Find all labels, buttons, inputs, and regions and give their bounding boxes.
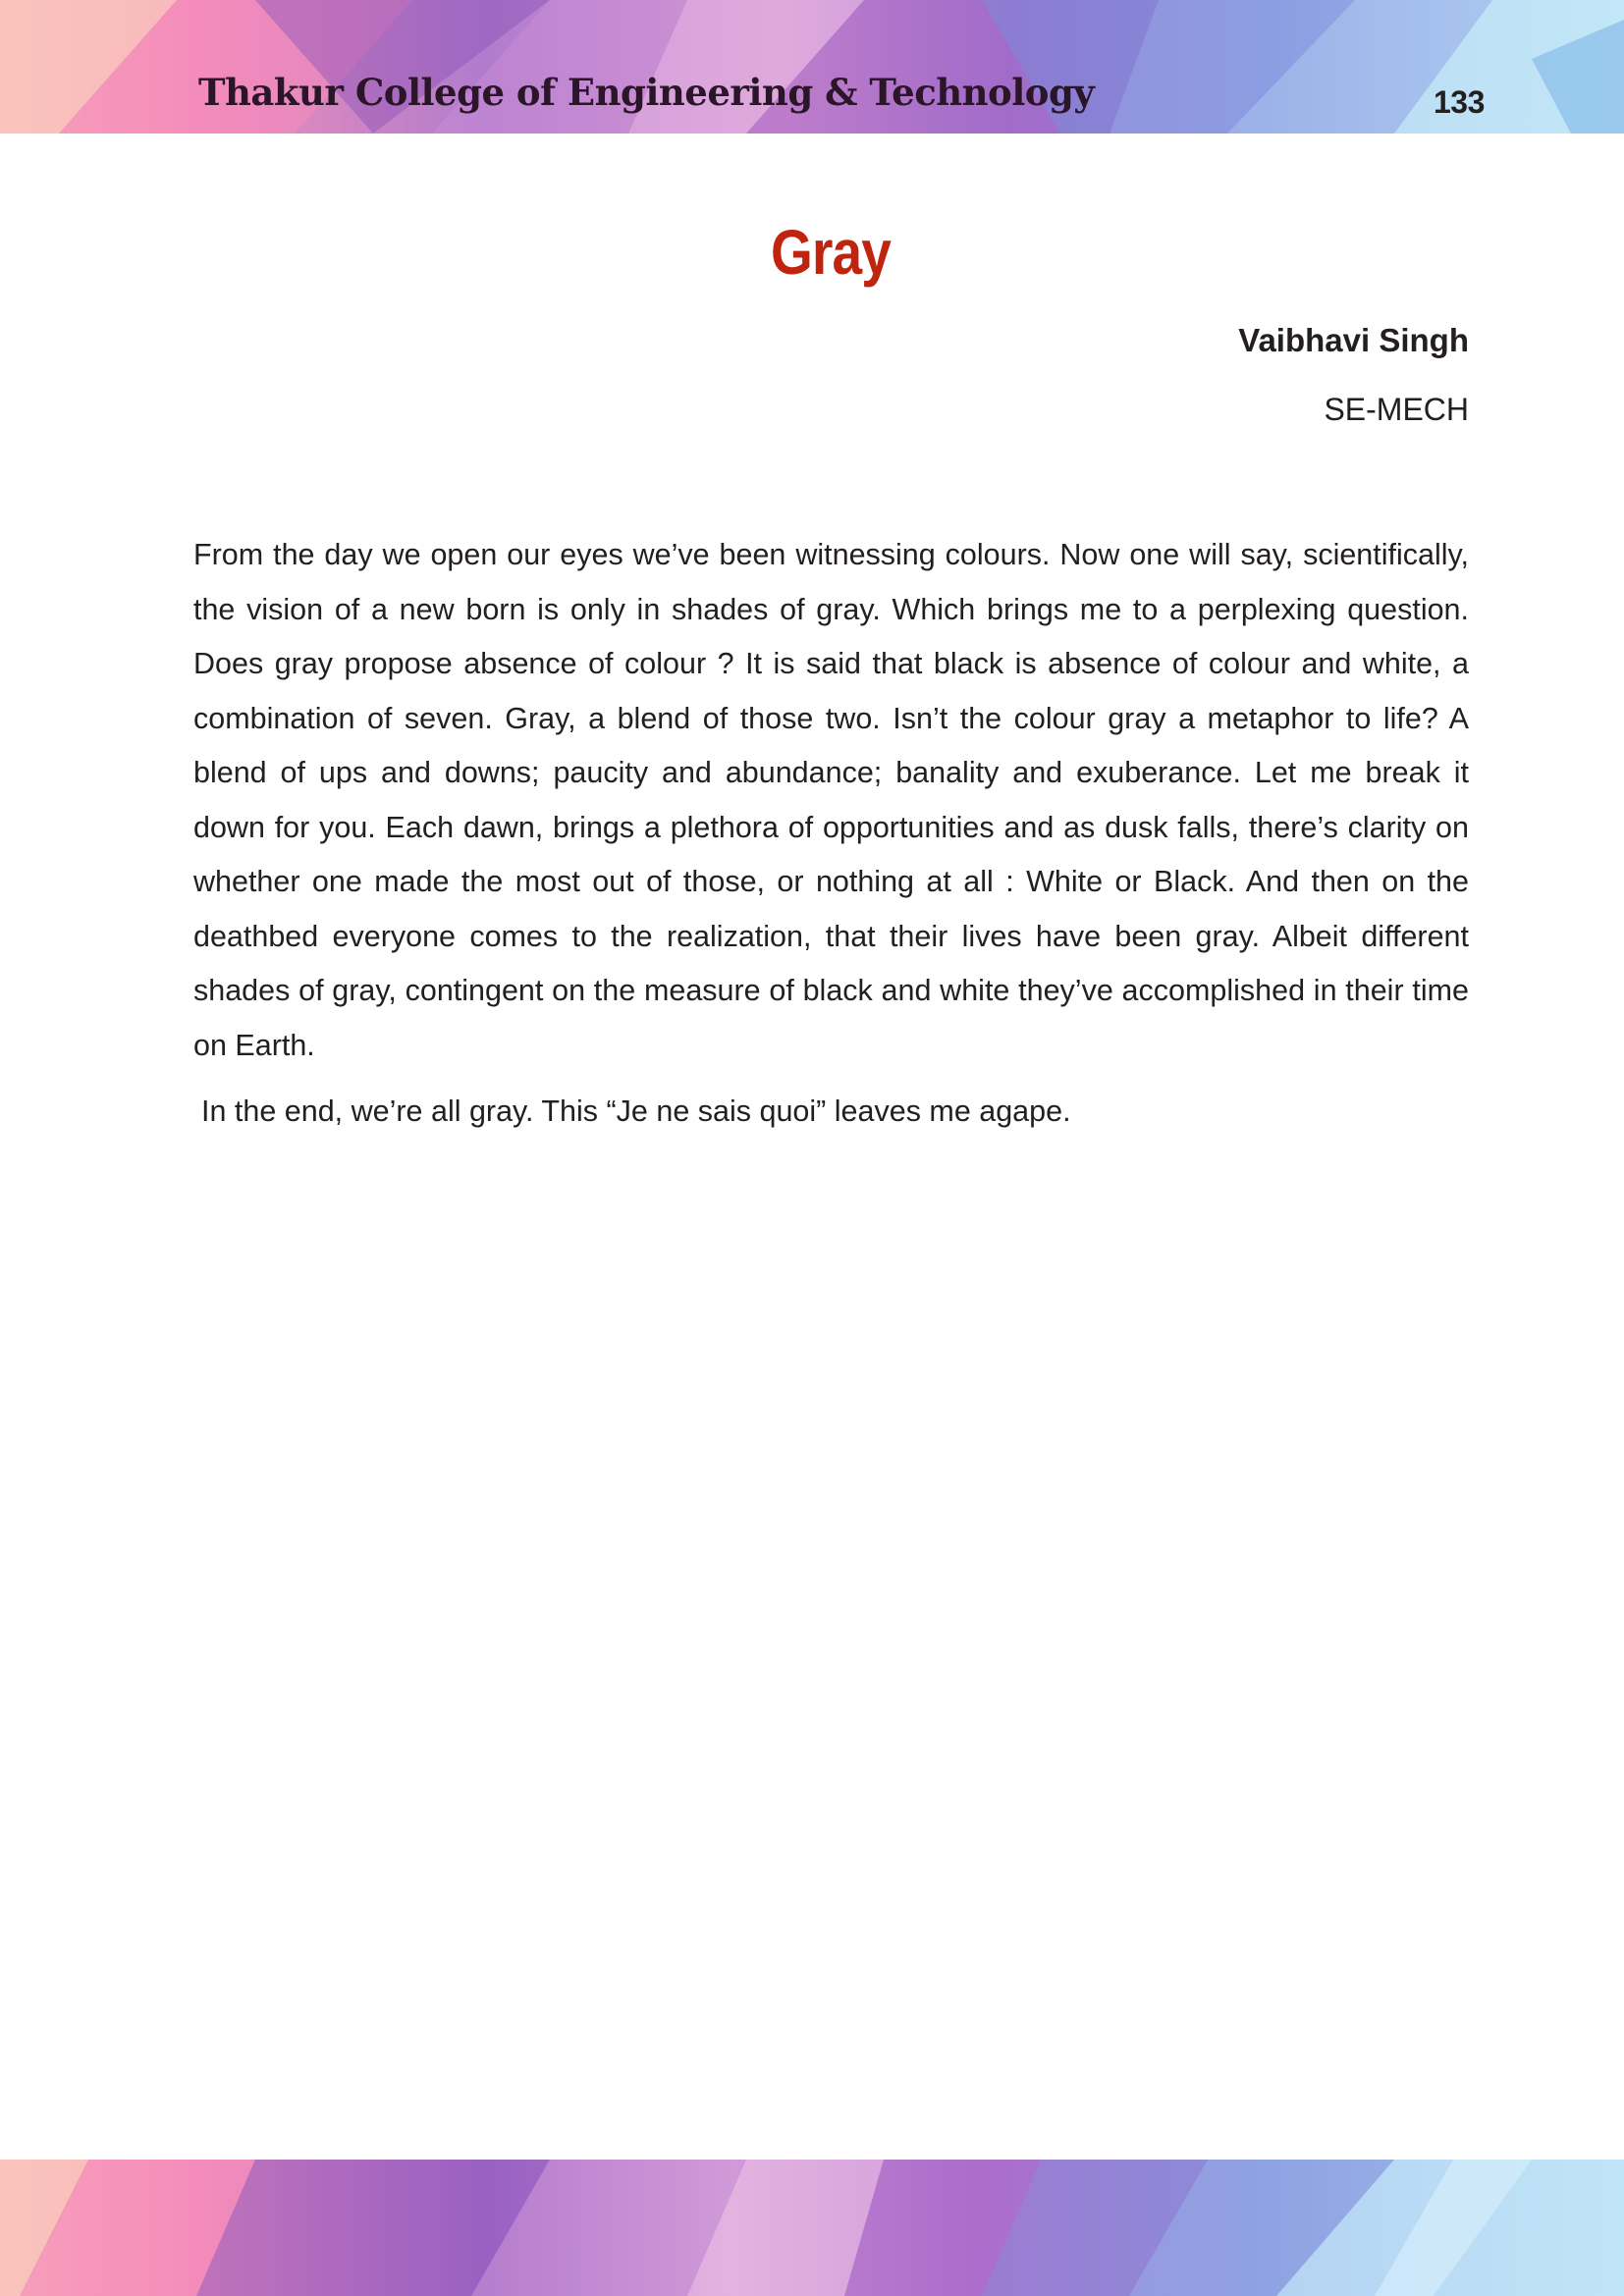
body-paragraph: From the day we open our eyes we’ve been witnessing colours. Now one will say, scientifically, the vision of a new born is only in shades of gray. Which brings me to a perplexing question. Does gray propose absence of colour ? It is said that black is absence of colour and white, a combination of seven. Gray, a blend of those two. Isn’t the colour gray a metaphor to life? A blend of ups and downs; paucity and abundance; banality and exuberance. Let me break it down for you. Each dawn, brings a plethora of opportunities and as dusk falls, there’s clarity on whether one made the most out of those, or nothing at all : White or Black. And then on the deathbed everyone comes to the realization, that their lives have been gray. Albeit different shades of gray, contingent on the measure of black and white they’ve accomplished in their time on Earth. (193, 538, 1469, 1062)
footer-decorative-polygons (0, 2160, 1624, 2296)
author-department: SE-MECH (1324, 392, 1469, 427)
article-body (193, 528, 1469, 1140)
page-number: 133 (1434, 84, 1485, 120)
college-name: Thakur College of Engineering & Technology (198, 71, 1095, 114)
closing-paragraph: In the end, we’re all gray. This “Je ne sais quoi” leaves me agape. (201, 1095, 1071, 1128)
article-title: Gray (770, 217, 892, 288)
footer-banner (0, 2160, 1624, 2296)
author-name: Vaibhavi Singh (1238, 322, 1469, 358)
